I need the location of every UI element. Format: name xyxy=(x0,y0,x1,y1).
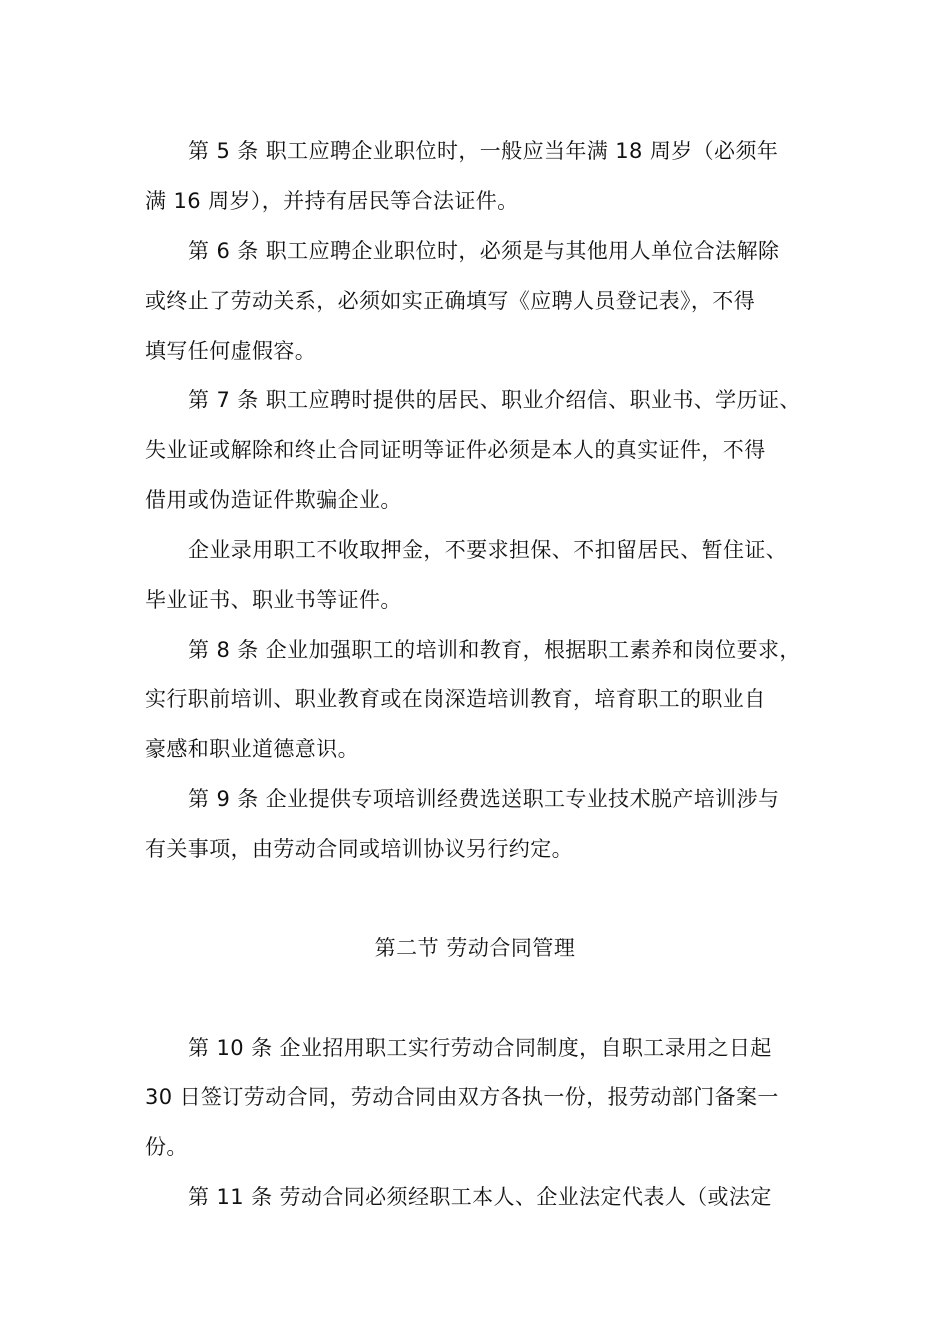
article-5-line-2: 满 16 周岁），并持有居民等合法证件。 xyxy=(145,189,519,213)
article-7-line-2: 失业证或解除和终止合同证明等证件必须是本人的真实证件，不得 xyxy=(145,438,766,462)
deposit-paragraph-line-2: 毕业证书、职业书等证件。 xyxy=(145,588,402,612)
article-7-line-1: 第 7 条 职工应聘时提供的居民、职业介绍信、职业书、学历证、 xyxy=(188,388,801,412)
article-11-line-1: 第 11 条 劳动合同必须经职工本人、企业法定代表人（或法定 xyxy=(188,1185,772,1209)
article-6-line-3: 填写任何虚假容。 xyxy=(145,339,317,363)
article-5-line-1: 第 5 条 职工应聘企业职位时，一般应当年满 18 周岁（必须年 xyxy=(188,139,779,163)
deposit-paragraph-line-1: 企业录用职工不收取押金，不要求担保、不扣留居民、暂住证、 xyxy=(188,538,788,562)
article-7-line-3: 借用或伪造证件欺骗企业。 xyxy=(145,488,402,512)
article-6-line-2: 或终止了劳动关系，必须如实正确填写《应聘人员登记表》，不得 xyxy=(145,289,756,313)
article-6-line-1: 第 6 条 职工应聘企业职位时，必须是与其他用人单位合法解除 xyxy=(188,239,780,263)
article-8-line-3: 豪感和职业道德意识。 xyxy=(145,737,359,761)
article-9-line-2: 有关事项，由劳动合同或培训协议另行约定。 xyxy=(145,837,573,861)
section-heading: 第二节 劳动合同管理 xyxy=(374,936,576,960)
article-8-line-2: 实行职前培训、职业教育或在岗深造培训教育，培育职工的职业自 xyxy=(145,687,766,711)
article-9-line-1: 第 9 条 企业提供专项培训经费选送职工专业技术脱产培训涉与 xyxy=(188,787,780,811)
article-8-line-1: 第 8 条 企业加强职工的培训和教育，根据职工素养和岗位要求， xyxy=(188,638,801,662)
article-10-line-3: 份。 xyxy=(145,1135,188,1159)
article-10-line-2: 30 日签订劳动合同，劳动合同由双方各执一份，报劳动部门备案一 xyxy=(145,1085,779,1109)
article-10-line-1: 第 10 条 企业招用职工实行劳动合同制度，自职工录用之日起 xyxy=(188,1036,772,1060)
